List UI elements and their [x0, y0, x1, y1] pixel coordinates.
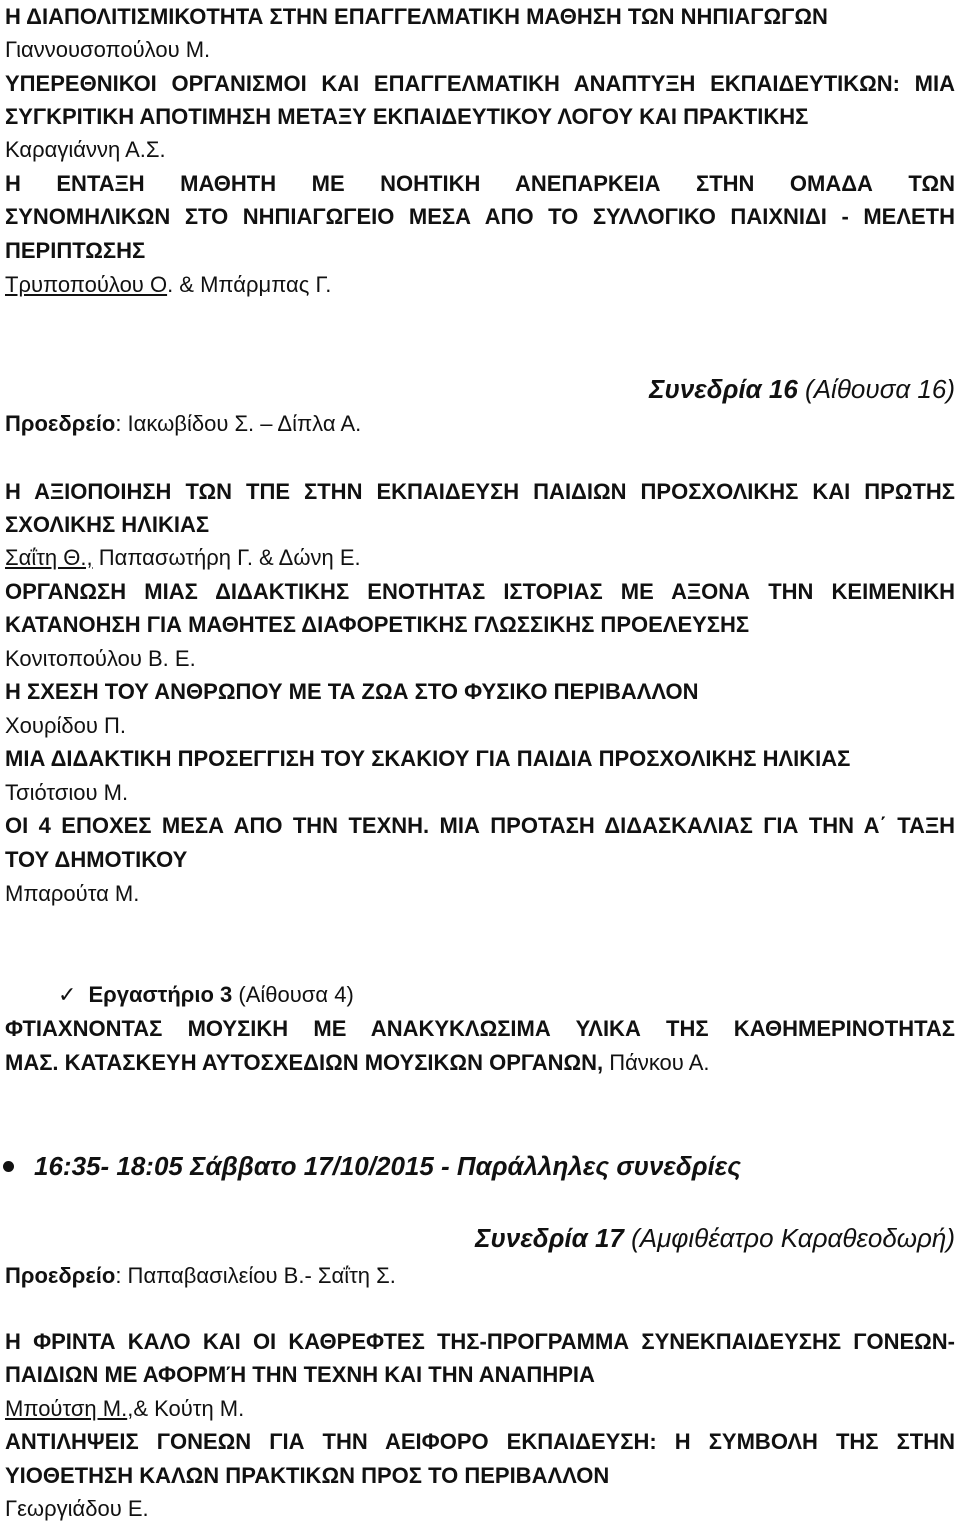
author-line: [5, 268, 955, 302]
author-rest: ,& Κούτη Μ.: [127, 1396, 245, 1421]
paper-title-line: ΜΙΑ ΔΙΔΑΚΤΙΚΗ ΠΡΟΣΕΓΓΙΣΗ ΤΟΥ ΣΚΑΚΙΟΥ ΓΙΑ ΠΑΙΔΙΑ ΠΡΟΣΧΟΛΙΚΗΣ ΗΛΙΚΙΑΣ: [5, 746, 851, 771]
workshop-label: Εργαστήριο 3: [88, 982, 233, 1007]
paper-title-line: Η ΣΧΕΣΗ ΤΟΥ ΑΝΘΡΩΠΟΥ ΜΕ ΤΑ ΖΩΑ ΣΤΟ ΦΥΣΙΚΟ ΠΕΡΙΒΑΛΛΟΝ: [5, 679, 699, 704]
author-underlined: Σαΐτη Θ.,: [5, 545, 93, 570]
author-line: Τσιότσιου Μ.: [5, 780, 129, 805]
session-title: [5, 369, 955, 409]
session-room: (Αμφιθέατρο Καραθεοδωρή): [623, 1223, 955, 1253]
paper-title-line: Η ΕΝΤΑΞΗ ΜΑΘΗΤΗ ΜΕ ΝΟΗΤΙΚΗ ΑΝΕΠΑΡΚΕΙΑ ΣΤΗΝ ΟΜΑΔΑ ΤΩΝ: [5, 171, 955, 196]
workshop-title-line: [5, 1046, 955, 1080]
paper-title-line: ΤΟΥ ΔΗΜΟΤΙΚΟΥ: [5, 847, 188, 872]
session-number: Συνεδρία 17: [475, 1223, 624, 1253]
workshop-title-line: ΦΤΙΑΧΝΟΝΤΑΣ ΜΟΥΣΙΚΗ ΜΕ ΑΝΑΚΥΚΛΩΣΙΜΑ ΥΛΙΚΑ ΤΗΣ ΚΑΘΗΜΕΡΙΝΟΤΗΤΑΣ: [5, 1016, 955, 1041]
session-title: [5, 1218, 955, 1258]
paper-title-line: ΟΡΓΑΝΩΣΗ ΜΙΑΣ ΔΙΔΑΚΤΙΚΗΣ ΕΝΟΤΗΤΑΣ ΙΣΤΟΡΙΑΣ ΜΕ ΑΞΟΝΑ ΤΗΝ ΚΕΙΜΕΝΙΚΗ: [5, 579, 955, 604]
presidium-line: [5, 407, 955, 441]
paper-title-line: ΥΙΟΘΕΤΗΣΗ ΚΑΛΩΝ ΠΡΑΚΤΙΚΩΝ ΠΡΟΣ ΤΟ ΠΕΡΙΒΑΛΛΟΝ: [5, 1463, 610, 1488]
workshop-title-bold: ΜΑΣ. ΚΑΤΑΣΚΕΥΗ ΑΥΤΟΣΧΕΔΙΩΝ ΜΟΥΣΙΚΩΝ ΟΡΓΑΝΩΝ,: [5, 1050, 604, 1075]
presidium-names: : Παπαβασιλείου Β.- Σαΐτη Σ.: [115, 1263, 396, 1288]
presidium-line: [5, 1259, 955, 1293]
paper-title-line: ΠΕΡΙΠΤΩΣΗΣ: [5, 238, 146, 263]
paper-title-line: ΣΧΟΛΙΚΗΣ ΗΛΙΚΙΑΣ: [5, 512, 210, 537]
author-line: Μπαρούτα Μ.: [5, 881, 140, 906]
bullet-icon: [3, 1161, 14, 1172]
author-line: Χουρίδου Π.: [5, 713, 126, 738]
session-room: (Αίθουσα 16): [797, 374, 955, 404]
paper-title-line: ΠΑΙΔΙΩΝ ΜΕ ΑΦΟΡΜΉ ΤΗΝ ΤΕΧΝΗ ΚΑΙ ΤΗΝ ΑΝΑΠΗΡΙΑ: [5, 1362, 595, 1387]
author-line: [5, 1392, 955, 1426]
author-line: [5, 541, 955, 575]
paper-title-line: ΑΝΤΙΛΗΨΕΙΣ ΓΟΝΕΩΝ ΓΙΑ ΤΗΝ ΑΕΙΦΟΡΟ ΕΚΠΑΙΔΕΥΣΗ: Η ΣΥΜΒΟΛΗ ΤΗΣ ΣΤΗΝ: [5, 1429, 955, 1454]
author-underlined: Μπούτση Μ.: [5, 1396, 128, 1421]
paper-title-line: ΣΥΝΟΜΗΛΙΚΩΝ ΣΤΟ ΝΗΠΙΑΓΩΓΕΙΟ ΜΕΣΑ ΑΠΟ ΤΟ ΣΥΛΛΟΓΙΚΟ ΠΑΙΧΝΙΔΙ - ΜΕΛΕΤΗ: [5, 204, 955, 229]
paper-title-line: Η ΦΡΙΝΤΑ ΚΑΛΟ ΚΑΙ ΟΙ ΚΑΘΡΕΦΤΕΣ ΤΗΣ-ΠΡΟΓΡΑΜΜΑ ΣΥΝΕΚΠΑΙΔΕΥΣΗΣ ΓΟΝΕΩΝ-: [5, 1329, 955, 1354]
timeslot-heading: 16:35- 18:05 Σάββατο 17/10/2015 - Παράλληλες συνεδρίες: [34, 1151, 741, 1181]
author-line: Γεωργιάδου Ε.: [5, 1496, 149, 1521]
presidium-label: Προεδρείο: [5, 1263, 116, 1288]
presidium-label: Προεδρείο: [5, 411, 116, 436]
paper-title-line: ΥΠΕΡΕΘΝΙΚΟΙ ΟΡΓΑΝΙΣΜΟΙ ΚΑΙ ΕΠΑΓΓΕΛΜΑΤΙΚΗ ΑΝΑΠΤΥΞΗ ΕΚΠΑΙΔΕΥΤΙΚΩΝ: ΜΙΑ: [5, 71, 955, 96]
author-underlined: Τρυποπούλου Ο: [5, 272, 168, 297]
author-line: Γιαννουσοπούλου Μ.: [5, 37, 211, 62]
paper-title-line: Η ΑΞΙΟΠΟΙΗΣΗ ΤΩΝ ΤΠΕ ΣΤΗΝ ΕΚΠΑΙΔΕΥΣΗ ΠΑΙΔΙΩΝ ΠΡΟΣΧΟΛΙΚΗΣ ΚΑΙ ΠΡΩΤΗΣ: [5, 479, 955, 504]
author-line: Κονιτοπούλου Β. Ε.: [5, 646, 196, 671]
paper-title-line: Η ΔΙΑΠΟΛΙΤΙΣΜΙΚΟΤΗΤΑ ΣΤΗΝ ΕΠΑΓΓΕΛΜΑΤΙΚΗ ΜΑΘΗΣΗ ΤΩΝ ΝΗΠΙΑΓΩΓΩΝ: [5, 4, 828, 29]
presidium-names: : Ιακωβίδου Σ. – Δίπλα Α.: [115, 411, 362, 436]
workshop-presenter: Πάνκου Α.: [603, 1050, 710, 1075]
author-line: Καραγιάννη Α.Σ.: [5, 137, 166, 162]
session-number: Συνεδρία 16: [649, 374, 798, 404]
author-rest: Παπασωτήρη Γ. & Δώνη Ε.: [92, 545, 361, 570]
paper-title-line: ΟΙ 4 ΕΠΟΧΕΣ ΜΕΣΑ ΑΠΟ ΤΗΝ ΤΕΧΝΗ. ΜΙΑ ΠΡΟΤΑΣΗ ΔΙΔΑΣΚΑΛΙΑΣ ΓΙΑ ΤΗΝ Α΄ ΤΑΞΗ: [5, 813, 955, 838]
workshop-room: (Αίθουσα 4): [232, 982, 354, 1007]
paper-title-line: ΣΥΓΚΡΙΤΙΚΗ ΑΠΟΤΙΜΗΣΗ ΜΕΤΑΞΥ ΕΚΠΑΙΔΕΥΤΙΚΟΥ ΛΟΓΟΥ ΚΑΙ ΠΡΑΚΤΙΚΗΣ: [5, 104, 809, 129]
author-rest: . & Μπάρμπας Γ.: [167, 272, 332, 297]
workshop-heading: [58, 978, 938, 1012]
paper-title-line: ΚΑΤΑΝΟΗΣΗ ΓΙΑ ΜΑΘΗΤΕΣ ΔΙΑΦΟΡΕΤΙΚΗΣ ΓΛΩΣΣΙΚΗΣ ΠΡΟΕΛΕΥΣΗΣ: [5, 612, 750, 637]
checkmark-icon: ✓: [58, 982, 77, 1007]
